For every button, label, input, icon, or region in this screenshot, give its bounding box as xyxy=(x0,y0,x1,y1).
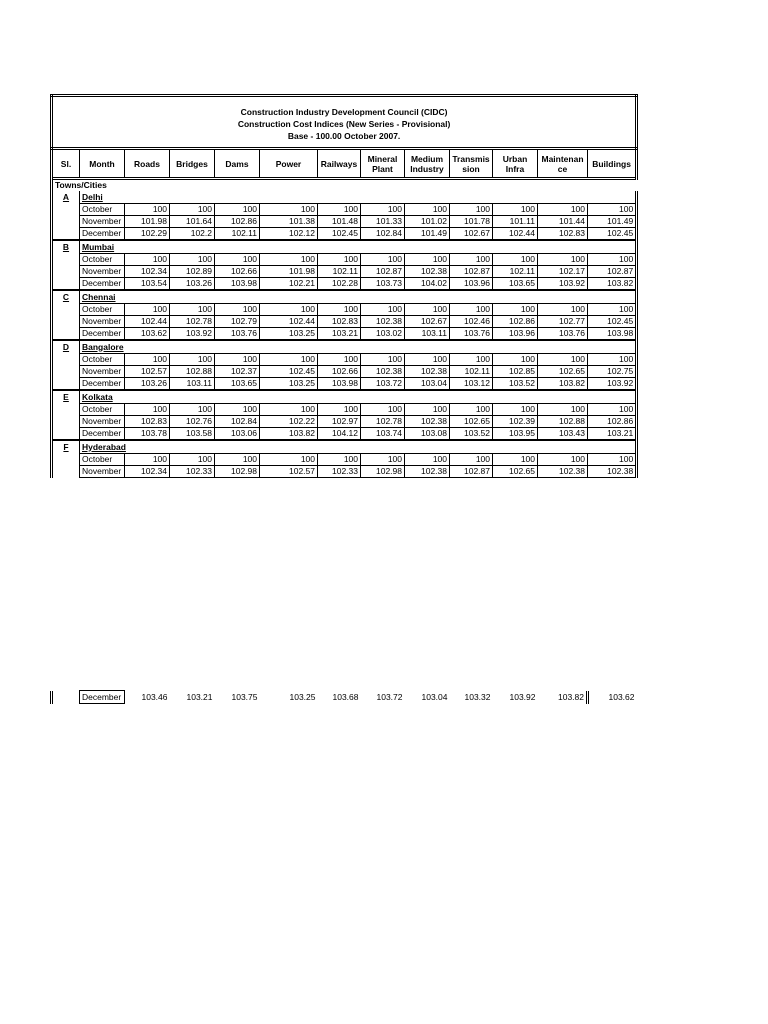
table-row xyxy=(52,228,637,241)
header-sl: Sl. xyxy=(52,149,80,179)
header-medium-industry: Medium Industry xyxy=(405,149,450,179)
value-cell: 100 xyxy=(493,254,538,266)
value-cell: 102.87 xyxy=(361,266,405,278)
value-cell: 102.65 xyxy=(493,466,538,478)
value-cell: 100 xyxy=(318,404,361,416)
value-cell: 100 xyxy=(125,354,170,366)
month-cell: October xyxy=(80,404,125,416)
value-cell: 100 xyxy=(125,304,170,316)
value-cell: 102.11 xyxy=(450,366,493,378)
value-cell: 100 xyxy=(215,254,260,266)
month-cell: December xyxy=(80,428,125,441)
month-cell: October xyxy=(80,354,125,366)
value-cell: 100 xyxy=(260,404,318,416)
value-cell: 100 xyxy=(493,454,538,466)
value-cell: 100 xyxy=(493,404,538,416)
value-cell: 100 xyxy=(260,354,318,366)
table-row xyxy=(52,304,637,316)
city-row-hyderabad xyxy=(52,440,637,454)
orphan-value-cell: 103.46 xyxy=(141,691,168,702)
value-cell: 103.52 xyxy=(450,428,493,441)
value-cell: 103.11 xyxy=(170,378,215,391)
table-row xyxy=(52,266,637,278)
value-cell: 102.84 xyxy=(361,228,405,241)
value-cell: 102.38 xyxy=(588,466,637,478)
orphan-row-table xyxy=(50,690,637,704)
value-cell: 101.49 xyxy=(405,228,450,241)
value-cell: 100 xyxy=(170,304,215,316)
value-cell: 103.98 xyxy=(215,278,260,291)
value-cell: 102.77 xyxy=(538,316,588,328)
value-cell: 100 xyxy=(318,354,361,366)
value-cell: 100 xyxy=(170,354,215,366)
month-cell: November xyxy=(80,216,125,228)
orphan-value-cell: 103.25 xyxy=(289,691,316,702)
value-cell: 100 xyxy=(125,454,170,466)
value-cell: 102.45 xyxy=(588,316,637,328)
value-cell: 100 xyxy=(588,254,637,266)
table-row xyxy=(52,466,637,478)
header-roads: Roads xyxy=(125,149,170,179)
orphan-month-cell: December xyxy=(80,691,125,704)
value-cell: 103.96 xyxy=(450,278,493,291)
month-cell: December xyxy=(80,378,125,391)
orphan-value-cell: 103.68 xyxy=(332,691,359,702)
month-cell: November xyxy=(80,466,125,478)
value-cell: 102.84 xyxy=(215,416,260,428)
city-name: Kolkata xyxy=(80,390,637,404)
value-cell: 102.87 xyxy=(450,466,493,478)
row-sl-cell xyxy=(52,416,80,428)
value-cell: 102.34 xyxy=(125,266,170,278)
row-sl-cell xyxy=(52,454,80,466)
city-name: Delhi xyxy=(80,191,637,204)
value-cell: 102.83 xyxy=(125,416,170,428)
value-cell: 100 xyxy=(450,304,493,316)
value-cell: 103.43 xyxy=(538,428,588,441)
value-cell: 100 xyxy=(361,354,405,366)
value-cell: 100 xyxy=(588,454,637,466)
row-sl-cell xyxy=(52,228,80,241)
value-cell: 102.97 xyxy=(318,416,361,428)
value-cell: 100 xyxy=(538,304,588,316)
value-cell: 102.34 xyxy=(125,466,170,478)
value-cell: 100 xyxy=(588,204,637,216)
value-cell: 100 xyxy=(450,454,493,466)
value-cell: 103.58 xyxy=(170,428,215,441)
value-cell: 100 xyxy=(318,304,361,316)
month-cell: October xyxy=(80,454,125,466)
row-sl-cell xyxy=(52,316,80,328)
table-row xyxy=(52,328,637,341)
value-cell: 100 xyxy=(538,204,588,216)
value-cell: 102.22 xyxy=(260,416,318,428)
table-row xyxy=(52,204,637,216)
value-cell: 101.48 xyxy=(318,216,361,228)
value-cell: 102.38 xyxy=(361,366,405,378)
city-row-mumbai xyxy=(52,240,637,254)
value-cell: 103.92 xyxy=(170,328,215,341)
table-row xyxy=(52,316,637,328)
value-cell: 103.08 xyxy=(405,428,450,441)
table-body xyxy=(52,191,637,478)
value-cell: 100 xyxy=(450,354,493,366)
table-row xyxy=(52,278,637,291)
value-cell: 101.38 xyxy=(260,216,318,228)
value-cell: 102.86 xyxy=(588,416,637,428)
value-cell: 102.66 xyxy=(318,366,361,378)
value-cell: 100 xyxy=(588,404,637,416)
value-cell: 102.86 xyxy=(493,316,538,328)
table-row xyxy=(52,366,637,378)
value-cell: 100 xyxy=(260,254,318,266)
table-row xyxy=(52,216,637,228)
value-cell: 100 xyxy=(215,354,260,366)
title-line-1: Construction Industry Development Council (CIDC) xyxy=(240,107,448,117)
value-cell: 103.73 xyxy=(361,278,405,291)
value-cell: 100 xyxy=(538,454,588,466)
value-cell: 102.38 xyxy=(405,366,450,378)
value-cell: 102.45 xyxy=(318,228,361,241)
row-sl-cell xyxy=(52,378,80,391)
title-line-2: Construction Cost Indices (New Series - Provisional) xyxy=(237,119,451,129)
city-serial: C xyxy=(52,290,80,304)
month-cell: November xyxy=(80,316,125,328)
value-cell: 103.98 xyxy=(588,328,637,341)
city-row-kolkata xyxy=(52,390,637,404)
value-cell: 103.76 xyxy=(538,328,588,341)
value-cell: 102.67 xyxy=(405,316,450,328)
month-cell: October xyxy=(80,204,125,216)
month-cell: October xyxy=(80,304,125,316)
value-cell: 102.17 xyxy=(538,266,588,278)
value-cell: 102.45 xyxy=(260,366,318,378)
value-cell: 103.82 xyxy=(260,428,318,441)
city-serial: A xyxy=(52,191,80,204)
month-cell: November xyxy=(80,266,125,278)
value-cell: 101.98 xyxy=(125,216,170,228)
table-row xyxy=(52,254,637,266)
value-cell: 102.21 xyxy=(260,278,318,291)
row-sl-cell xyxy=(52,466,80,478)
value-cell: 100 xyxy=(215,204,260,216)
value-cell: 100 xyxy=(125,254,170,266)
value-cell: 103.65 xyxy=(215,378,260,391)
city-serial: F xyxy=(52,440,80,454)
value-cell: 102.28 xyxy=(318,278,361,291)
value-cell: 102.87 xyxy=(588,266,637,278)
value-cell: 100 xyxy=(450,254,493,266)
row-sl-cell xyxy=(52,278,80,291)
value-cell: 103.11 xyxy=(405,328,450,341)
value-cell: 101.02 xyxy=(405,216,450,228)
value-cell: 101.11 xyxy=(493,216,538,228)
value-cell: 102.38 xyxy=(405,466,450,478)
month-cell: October xyxy=(80,254,125,266)
towns-label-row xyxy=(52,179,637,192)
header-mineral-plant: Mineral Plant xyxy=(361,149,405,179)
value-cell: 100 xyxy=(405,404,450,416)
value-cell: 102.76 xyxy=(170,416,215,428)
value-cell: 103.96 xyxy=(493,328,538,341)
value-cell: 100 xyxy=(260,454,318,466)
header-maintenan-ce: Maintenan ce xyxy=(538,149,588,179)
value-cell: 103.76 xyxy=(450,328,493,341)
month-cell: December xyxy=(80,328,125,341)
value-cell: 102.11 xyxy=(493,266,538,278)
value-cell: 100 xyxy=(170,254,215,266)
city-row-chennai xyxy=(52,290,637,304)
row-sl-cell xyxy=(52,216,80,228)
value-cell: 100 xyxy=(405,454,450,466)
value-cell: 103.65 xyxy=(493,278,538,291)
city-serial: D xyxy=(52,340,80,354)
value-cell: 103.78 xyxy=(125,428,170,441)
header-dams: Dams xyxy=(215,149,260,179)
value-cell: 102.65 xyxy=(538,366,588,378)
value-cell: 100 xyxy=(318,204,361,216)
value-cell: 103.12 xyxy=(450,378,493,391)
value-cell: 100 xyxy=(318,454,361,466)
value-cell: 100 xyxy=(493,204,538,216)
value-cell: 102.44 xyxy=(260,316,318,328)
orphan-value-cell: 103.32 xyxy=(464,691,491,702)
value-cell: 103.21 xyxy=(588,428,637,441)
header-transmis-sion: Transmis sion xyxy=(450,149,493,179)
value-cell: 102.57 xyxy=(125,366,170,378)
value-cell: 101.78 xyxy=(450,216,493,228)
value-cell: 102.98 xyxy=(215,466,260,478)
value-cell: 103.76 xyxy=(215,328,260,341)
city-serial: E xyxy=(52,390,80,404)
header-railways: Railways xyxy=(318,149,361,179)
value-cell: 100 xyxy=(538,354,588,366)
city-serial: B xyxy=(52,240,80,254)
table-title xyxy=(52,96,637,149)
value-cell: 100 xyxy=(170,204,215,216)
value-cell: 100 xyxy=(215,454,260,466)
value-cell: 103.26 xyxy=(170,278,215,291)
value-cell: 103.21 xyxy=(318,328,361,341)
cost-index-sheet xyxy=(50,94,635,478)
value-cell: 101.44 xyxy=(538,216,588,228)
value-cell: 103.25 xyxy=(260,328,318,341)
table-row xyxy=(52,404,637,416)
value-cell: 102.88 xyxy=(538,416,588,428)
orphan-value-cell: 103.04 xyxy=(421,691,448,702)
value-cell: 102.38 xyxy=(405,416,450,428)
orphan-value-cell: 103.92 xyxy=(509,691,536,702)
table-row xyxy=(52,354,637,366)
row-sl-cell xyxy=(52,304,80,316)
table-row xyxy=(52,428,637,441)
orphan-value-cell: 103.62 xyxy=(608,691,635,702)
value-cell: 102.88 xyxy=(170,366,215,378)
row-sl-cell xyxy=(52,204,80,216)
value-cell: 101.98 xyxy=(260,266,318,278)
value-cell: 100 xyxy=(588,354,637,366)
value-cell: 103.04 xyxy=(405,378,450,391)
month-cell: November xyxy=(80,366,125,378)
value-cell: 103.92 xyxy=(538,278,588,291)
value-cell: 103.98 xyxy=(318,378,361,391)
value-cell: 103.95 xyxy=(493,428,538,441)
orphan-sl-cell xyxy=(52,691,80,704)
city-row-bangalore xyxy=(52,340,637,354)
value-cell: 102.33 xyxy=(170,466,215,478)
value-cell: 102.83 xyxy=(538,228,588,241)
value-cell: 102.86 xyxy=(215,216,260,228)
city-name: Chennai xyxy=(80,290,637,304)
value-cell: 102.11 xyxy=(318,266,361,278)
value-cell: 102.66 xyxy=(215,266,260,278)
value-cell: 101.64 xyxy=(170,216,215,228)
towns-label: Towns/Cities xyxy=(52,179,637,192)
value-cell: 101.33 xyxy=(361,216,405,228)
value-cell: 100 xyxy=(405,304,450,316)
value-cell: 102.57 xyxy=(260,466,318,478)
value-cell: 102.83 xyxy=(318,316,361,328)
orphan-value-cell: 103.82 xyxy=(538,691,588,704)
value-cell: 103.52 xyxy=(493,378,538,391)
value-cell: 102.87 xyxy=(450,266,493,278)
month-cell: December xyxy=(80,228,125,241)
table-row xyxy=(52,378,637,391)
value-cell: 102.37 xyxy=(215,366,260,378)
value-cell: 103.82 xyxy=(588,278,637,291)
value-cell: 100 xyxy=(450,204,493,216)
value-cell: 103.06 xyxy=(215,428,260,441)
value-cell: 100 xyxy=(405,204,450,216)
value-cell: 100 xyxy=(170,404,215,416)
value-cell: 100 xyxy=(361,304,405,316)
orphan-december-row xyxy=(52,691,637,704)
value-cell: 103.92 xyxy=(588,378,637,391)
header-buildings: Buildings xyxy=(588,149,637,179)
value-cell: 100 xyxy=(260,204,318,216)
city-name: Bangalore xyxy=(80,340,637,354)
value-cell: 103.26 xyxy=(125,378,170,391)
value-cell: 102.12 xyxy=(260,228,318,241)
value-cell: 100 xyxy=(405,254,450,266)
value-cell: 102.44 xyxy=(125,316,170,328)
value-cell: 102.85 xyxy=(493,366,538,378)
city-name: Mumbai xyxy=(80,240,637,254)
header-bridges: Bridges xyxy=(170,149,215,179)
value-cell: 103.25 xyxy=(260,378,318,391)
table-row xyxy=(52,416,637,428)
value-cell: 100 xyxy=(538,404,588,416)
value-cell: 100 xyxy=(538,254,588,266)
value-cell: 103.02 xyxy=(361,328,405,341)
header-urban-infra: Urban Infra xyxy=(493,149,538,179)
value-cell: 103.62 xyxy=(125,328,170,341)
value-cell: 100 xyxy=(125,404,170,416)
value-cell: 100 xyxy=(361,254,405,266)
value-cell: 102.44 xyxy=(493,228,538,241)
value-cell: 102.67 xyxy=(450,228,493,241)
value-cell: 102.38 xyxy=(361,316,405,328)
value-cell: 102.79 xyxy=(215,316,260,328)
table-row xyxy=(52,454,637,466)
orphan-value-cell: 103.21 xyxy=(186,691,213,702)
value-cell: 103.82 xyxy=(538,378,588,391)
value-cell: 102.78 xyxy=(361,416,405,428)
value-cell: 100 xyxy=(588,304,637,316)
value-cell: 102.75 xyxy=(588,366,637,378)
value-cell: 102.39 xyxy=(493,416,538,428)
row-sl-cell xyxy=(52,428,80,441)
month-cell: November xyxy=(80,416,125,428)
month-cell: December xyxy=(80,278,125,291)
value-cell: 100 xyxy=(215,404,260,416)
value-cell: 102.2 xyxy=(170,228,215,241)
row-sl-cell xyxy=(52,354,80,366)
value-cell: 102.38 xyxy=(405,266,450,278)
value-cell: 102.29 xyxy=(125,228,170,241)
city-row-delhi xyxy=(52,191,637,204)
row-sl-cell xyxy=(52,266,80,278)
value-cell: 102.33 xyxy=(318,466,361,478)
value-cell: 100 xyxy=(125,204,170,216)
value-cell: 100 xyxy=(170,454,215,466)
value-cell: 104.12 xyxy=(318,428,361,441)
city-name: Hyderabad xyxy=(80,440,637,454)
value-cell: 100 xyxy=(260,304,318,316)
row-sl-cell xyxy=(52,328,80,341)
row-sl-cell xyxy=(52,254,80,266)
value-cell: 100 xyxy=(361,454,405,466)
row-sl-cell xyxy=(52,404,80,416)
title-line-3: Base - 100.00 October 2007. xyxy=(287,131,401,141)
header-power: Power xyxy=(260,149,318,179)
value-cell: 102.65 xyxy=(450,416,493,428)
value-cell: 100 xyxy=(215,304,260,316)
value-cell: 100 xyxy=(318,254,361,266)
value-cell: 100 xyxy=(361,204,405,216)
value-cell: 104.02 xyxy=(405,278,450,291)
value-cell: 102.11 xyxy=(215,228,260,241)
orphan-value-cell: 103.75 xyxy=(231,691,258,702)
value-cell: 103.72 xyxy=(361,378,405,391)
value-cell: 100 xyxy=(450,404,493,416)
value-cell: 100 xyxy=(361,404,405,416)
value-cell: 100 xyxy=(493,354,538,366)
value-cell: 100 xyxy=(493,304,538,316)
value-cell: 101.49 xyxy=(588,216,637,228)
value-cell: 100 xyxy=(405,354,450,366)
value-cell: 102.98 xyxy=(361,466,405,478)
value-cell: 102.78 xyxy=(170,316,215,328)
value-cell: 103.54 xyxy=(125,278,170,291)
orphan-value-cell: 103.72 xyxy=(376,691,403,702)
value-cell: 103.74 xyxy=(361,428,405,441)
value-cell: 102.38 xyxy=(538,466,588,478)
header-month: Month xyxy=(80,149,125,179)
header-row xyxy=(52,149,637,179)
row-sl-cell xyxy=(52,366,80,378)
value-cell: 102.46 xyxy=(450,316,493,328)
value-cell: 102.45 xyxy=(588,228,637,241)
value-cell: 102.89 xyxy=(170,266,215,278)
cost-index-table xyxy=(50,94,638,478)
